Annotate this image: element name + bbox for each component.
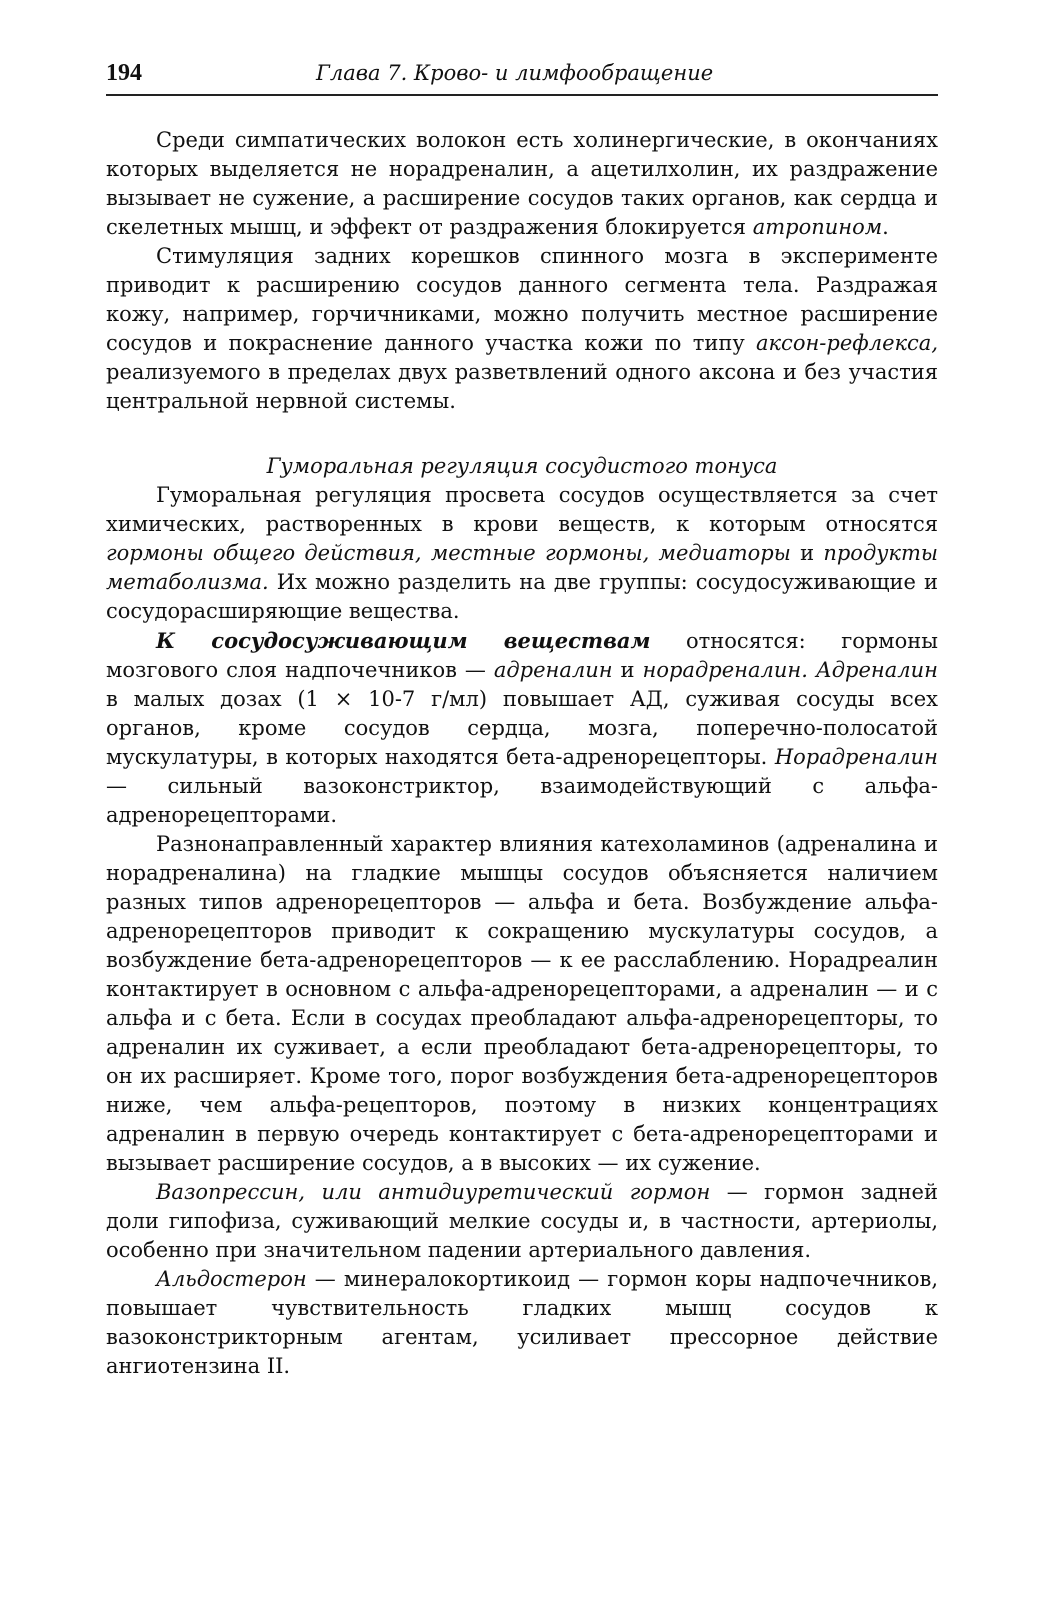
paragraph: Гуморальная регуляция просвета сосудов осуществляется за счет химических, растворенных в крови веществ, к которым относятся гормоны общего действия, местные гормоны, медиаторы и продукты метаболизма. Их можно разделить на две группы: сосудосуживающие и сосудорасширяющие вещества. (106, 483, 938, 623)
section-heading: Гуморальная регуляция сосудистого тонуса (266, 454, 778, 478)
emphasis: Альдостерон (156, 1267, 307, 1291)
page-body (106, 126, 938, 1381)
book-page (106, 60, 938, 1381)
paragraph: Стимуляция задних корешков спинного мозга в эксперименте приводит к расширению сосудов данного сегмента тела. Раздражая кожу, например, горчичниками, можно получить местное расширение сосудов и покраснение данного участка кожи по типу аксон-рефлекса, реализуемого в пределах двух разветвлений одного аксона и без участия центральной нервной системы. (106, 244, 938, 413)
emphasis: гормоны общего действия, местные гормоны, медиаторы (106, 541, 791, 565)
emphasis: норадреналин. Адреналин (642, 658, 938, 682)
emphasis: Норадреналин (774, 745, 938, 769)
paragraph: Разнонаправленный характер влияния катехоламинов (адреналина и норадреналина) на гладкие мышцы сосудов объясняется наличием разных типов адренорецепторов — альфа и бета. Возбуждение альфа-адренорецепторов приводит к сокращению мускулатуры сосудов, а возбуждение бета-адренорецепторов — к ее расслаблению. Норадреалин контактирует в основном с альфа-адренорецепторами, а адреналин — и с альфа и с бета. Если в сосудах преобладают альфа-адренорецепторы, то адреналин их суживает, а если преобладают бета-адренорецепторы, то он их расширяет. Кроме того, порог возбуждения бета-адренорецепторов ниже, чем альфа-рецепторов, поэтому в низких концентрациях адреналин в первую очередь контактирует с бета-адренорецепторами и вызывает расширение сосудов, а в высоких — их сужение. (106, 832, 938, 1175)
emphasis: адреналин (493, 658, 613, 682)
bold-emphasis: К сосудосуживающим веществам (156, 628, 651, 653)
emphasis: аксон-рефлекса, (756, 331, 938, 355)
emphasis: продукты метаболизма. (106, 541, 938, 594)
running-title: Глава 7. Крово- и лимфообращение (316, 61, 714, 85)
page-header (106, 60, 938, 96)
paragraph: Среди симпатических волокон есть холинергические, в окончаниях которых выделяется не норадреналин, а ацетилхолин, их раздражение вызывает не сужение, а расширение сосудов таких органов, как сердца и скелетных мышц, и эффект от раздражения блокируется атропином. (106, 128, 938, 239)
page-number: 194 (106, 60, 142, 86)
emphasis: Вазопрессин, или антидиуретический гормон (156, 1180, 711, 1204)
paragraph: К сосудосуживающим веществам относятся: гормоны мозгового слоя надпочечников — адреналин и норадреналин. Адреналин в малых дозах (1 × 10-7 г/мл) повышает АД, суживая сосуды всех органов, кроме сосудов сердца, мозга, поперечно-полосатой мускулатуры, в которых находятся бета-адренорецепторы. Норадреналин — сильный вазоконстриктор, взаимодействующий с альфа-адренорецепторами. (106, 628, 938, 827)
paragraph: Альдостерон — минералокортикоид — гормон коры надпочечников, повышает чувствительность гладких мышц сосудов к вазоконстрикторным агентам, усиливает прессорное действие ангиотензина II. (106, 1267, 938, 1378)
paragraph: Вазопрессин, или антидиуретический гормон — гормон задней доли гипофиза, суживающий мелкие сосуды и, в частности, артериолы, особенно при значительном падении артериального давления. (106, 1180, 938, 1262)
emphasis: атропином (752, 215, 883, 239)
